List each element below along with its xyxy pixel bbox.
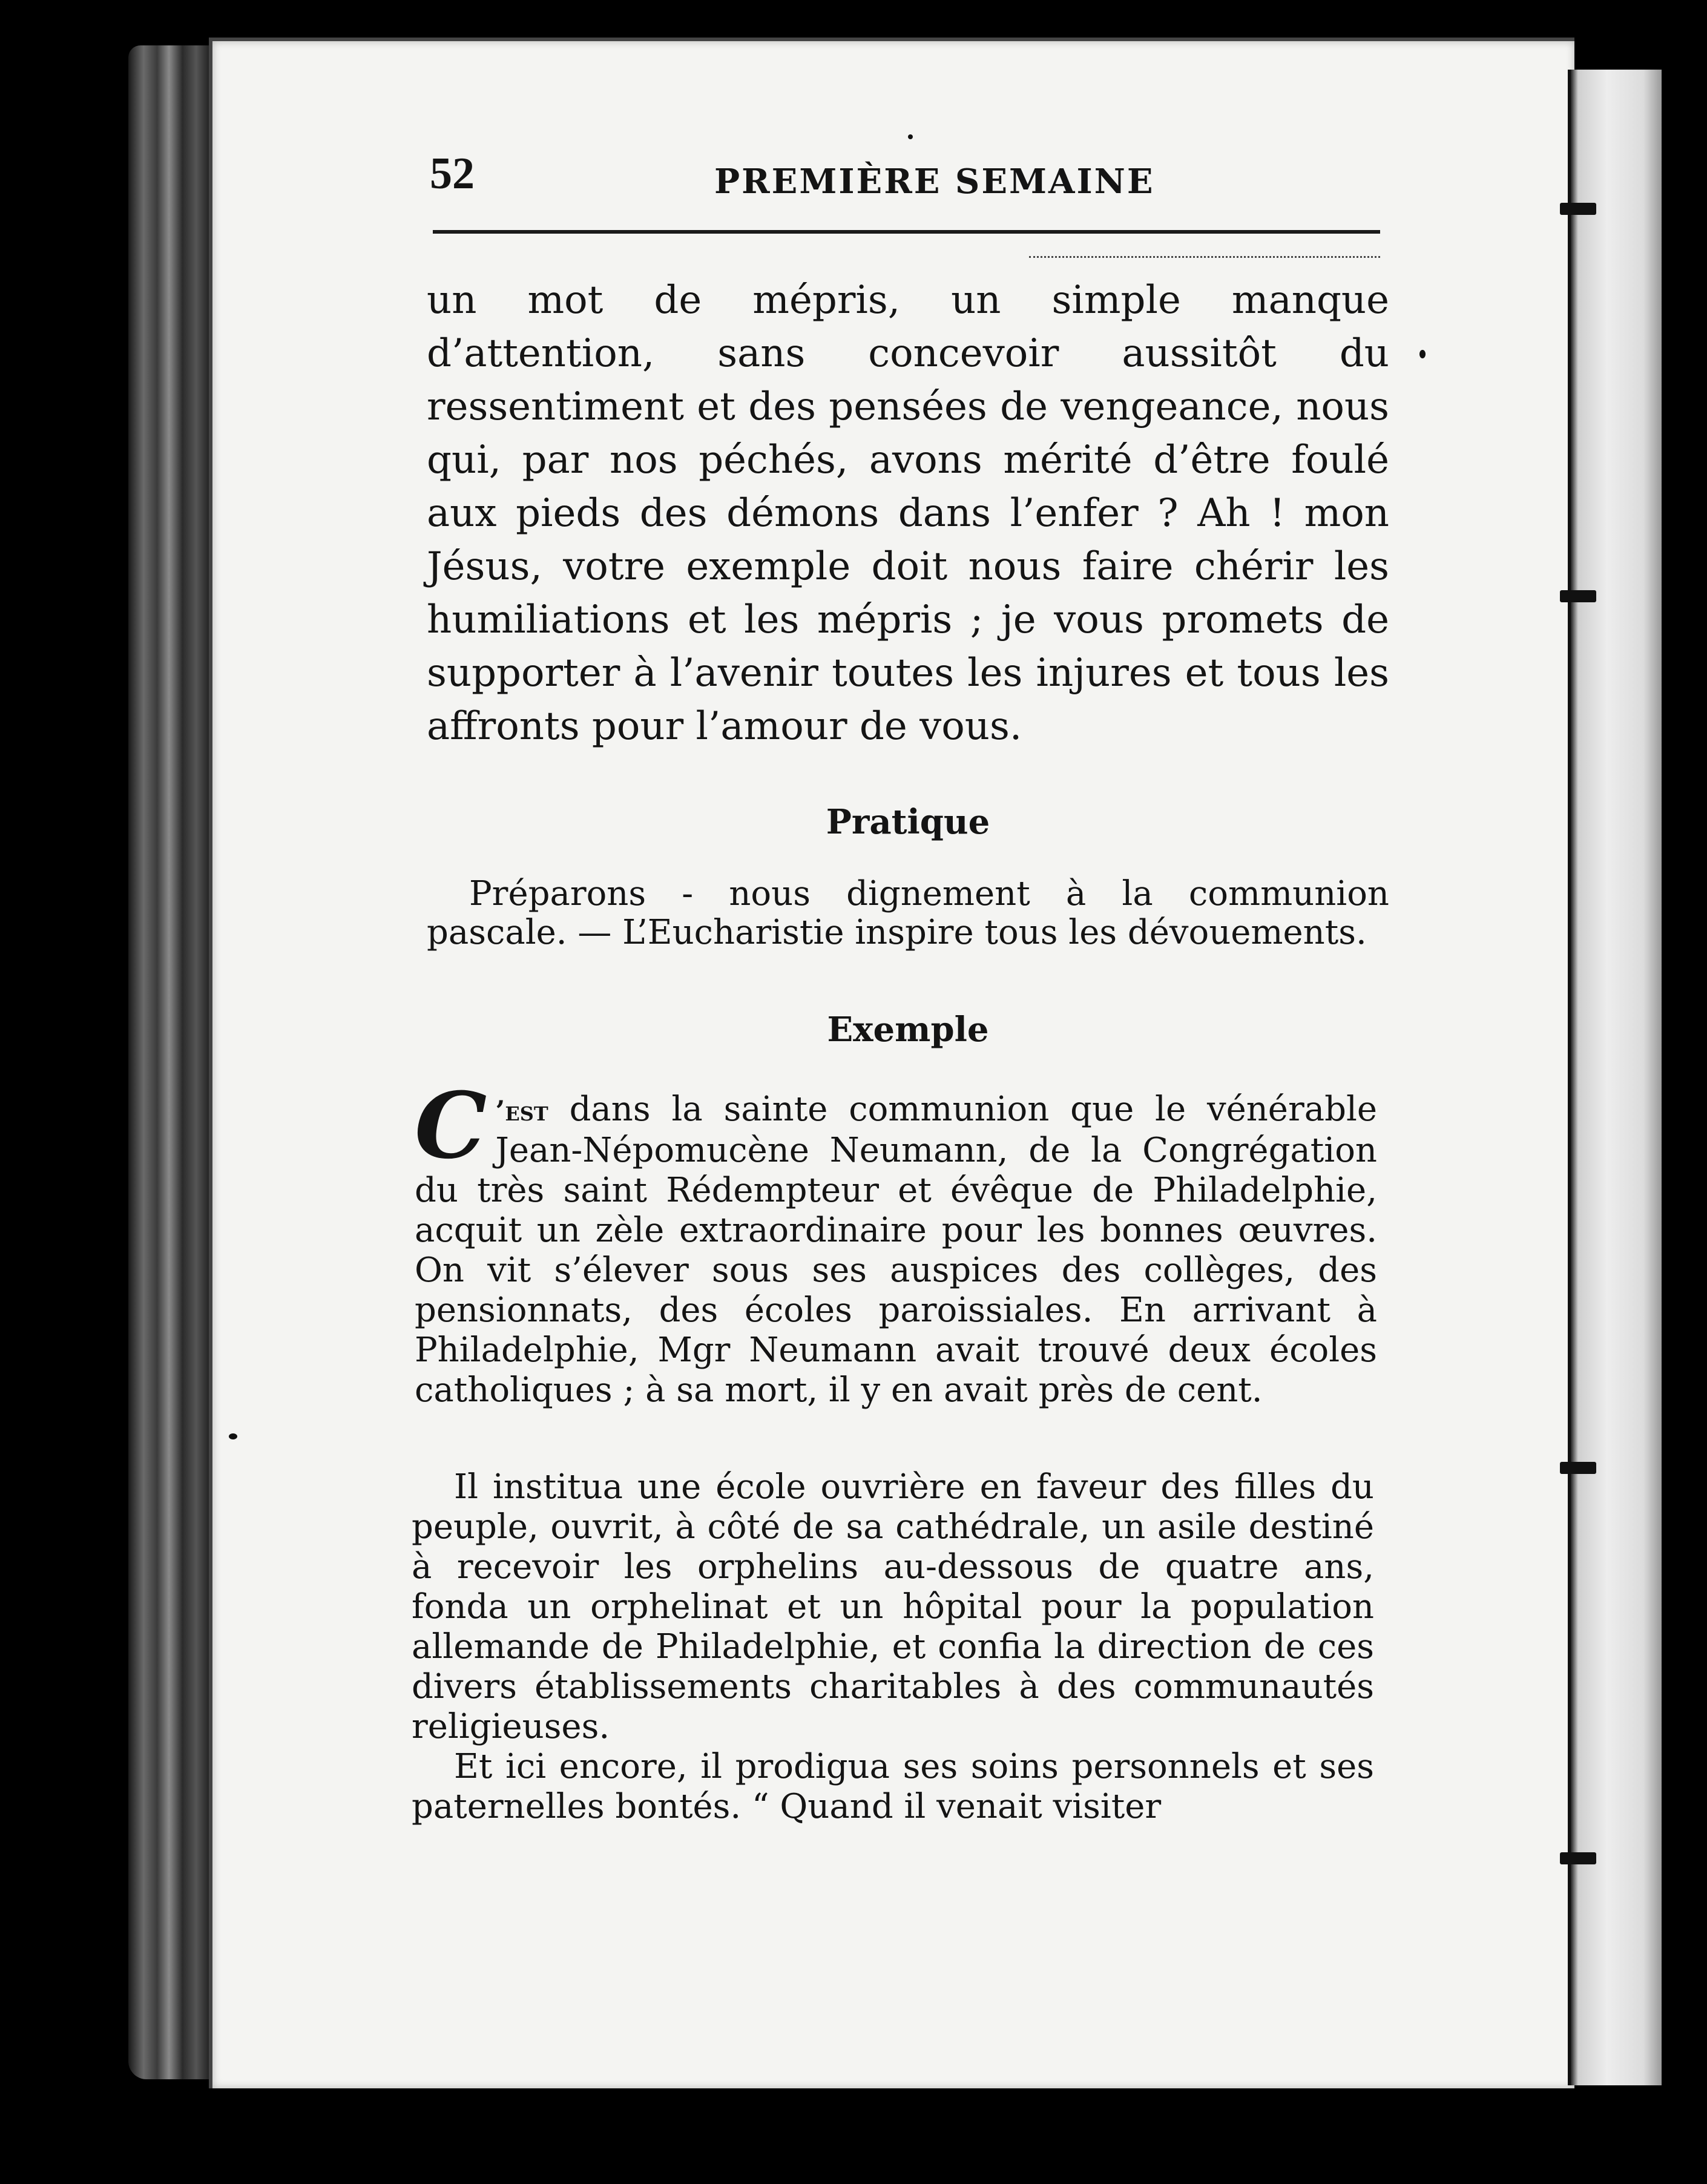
example-paragraph-1 [415, 1073, 1377, 1410]
header-rule-dots [1029, 256, 1380, 260]
right-page-edge-strip [1571, 70, 1662, 2085]
binding-mark [1560, 1852, 1596, 1864]
binding-mark [1560, 203, 1596, 215]
binding-mark [1560, 1462, 1596, 1474]
decorated-dropcap: C [415, 1073, 487, 1179]
speck-mark [908, 134, 913, 139]
meditation-paragraph: un mot de mépris, un simple manque d’attention, sans concevoir aussitôt du ressentiment et des pensées de vengeance, nous qui, par nos péchés, avons mérité d’être foulé aux pieds des démons dans l’enfer ? Ah ! mon Jésus, votre exemple doit nous faire chérir les humiliations et les mépris ; je vous promets de supporter à l’avenir toutes les injures et tous les affronts pour l’amour de vous. [427, 278, 1389, 749]
binding-mark [1560, 590, 1596, 602]
page-number: 52 [430, 149, 475, 199]
practice-heading: Pratique [826, 802, 990, 842]
page-header [430, 148, 1398, 215]
example-paragraph-3: Et ici encore, il prodigua ses soins personnels et ses paternelles bontés. “ Quand il venait visiter [412, 1747, 1374, 1826]
speck-mark [1419, 350, 1426, 358]
dropcap-smallcaps: ’est [495, 1094, 548, 1127]
practice-text: Préparons - nous dignement à la communion pascale. — L’Eucharistie inspire tous les dévouements. [427, 874, 1389, 952]
book-spine-edge [128, 45, 213, 2079]
header-rule [433, 230, 1380, 234]
example-heading: Exemple [827, 1010, 989, 1050]
running-head: PREMIÈRE SEMAINE [714, 162, 1155, 202]
example-paragraph-1-text: dans la sainte communion que le vénérable Jean-Népomucène Neumann, de la Congrégation du très saint Rédempteur et évêque de Philadelphie, acquit un zèle extraordinaire pour les bonnes œuvres. On vit s’élever sous ses auspices des collèges, des pensionnats, des écoles paroissiales. En arrivant à Philadelphie, Mgr Neumann avait trouvé deux écoles catholiques ; à sa mort, il y en avait près de cent. [415, 1090, 1377, 1410]
example-paragraph-2: Il institua une école ouvrière en faveur des filles du peuple, ouvrit, à côté de sa cathédrale, un asile destiné à recevoir les orphelins au-dessous de quatre ans, fonda un orphelinat et un hôpital pour la population allemande de Philadelphie, et confia la direction de ces divers établissements charitables à des communautés religieuses. [412, 1467, 1374, 1746]
speck-mark [229, 1433, 237, 1439]
